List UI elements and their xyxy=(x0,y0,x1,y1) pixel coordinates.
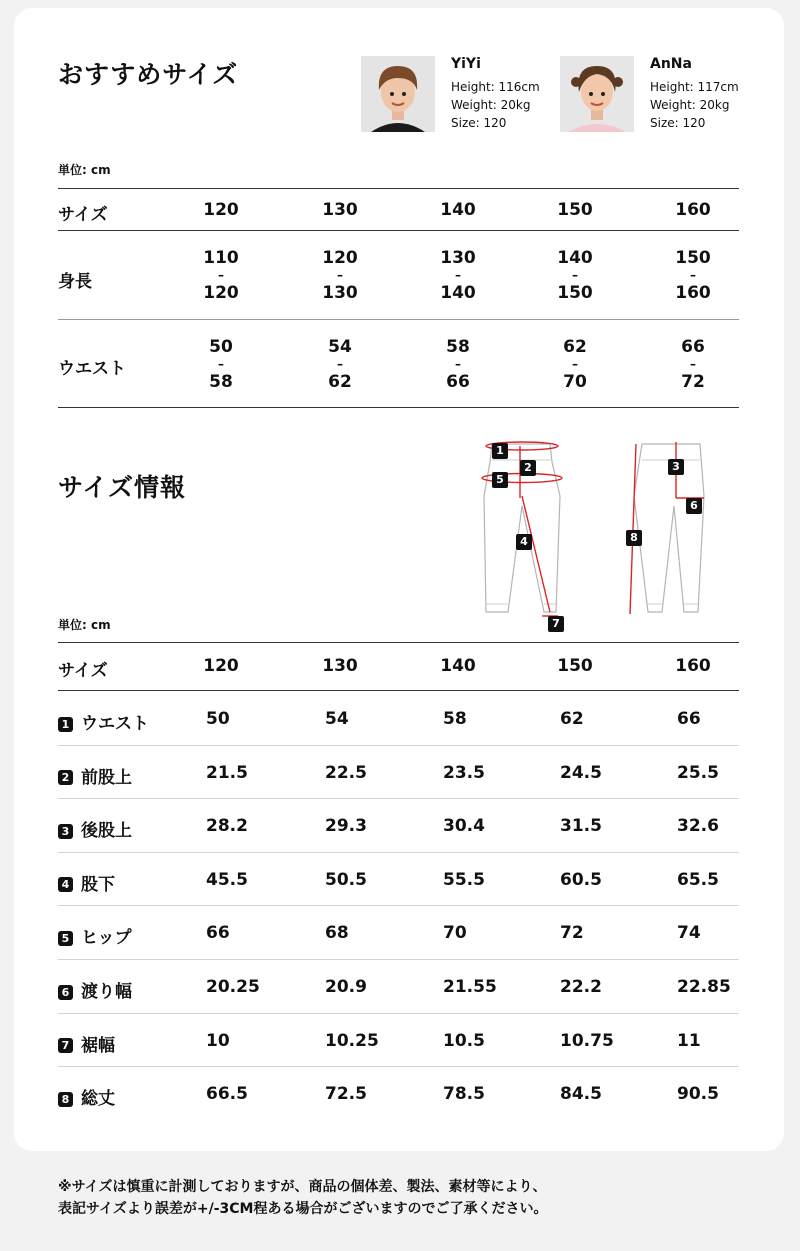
table-cell: 70 xyxy=(443,923,467,944)
model-height: Height: 116cm xyxy=(451,80,540,94)
row-label-text: ヒップ xyxy=(81,928,132,949)
model-name: YiYi xyxy=(451,56,481,72)
table-cell: 23.5 xyxy=(443,762,485,783)
row-label xyxy=(58,923,132,948)
row-label-text: ウエスト xyxy=(81,714,149,734)
table-cell: 10 xyxy=(206,1030,230,1051)
table-cell: 22.2 xyxy=(560,977,602,997)
table-cell: 28.2 xyxy=(206,816,248,837)
size-header: 120 xyxy=(203,656,239,676)
size-header: 150 xyxy=(557,200,593,220)
table-rule xyxy=(58,642,739,643)
table-cell: 60.5 xyxy=(560,869,602,890)
waist-range: 50 – 58 xyxy=(209,337,233,392)
unit-label: 単位: cm xyxy=(58,163,111,177)
model-photo-yiyi xyxy=(361,56,435,132)
size-header: 160 xyxy=(675,200,711,220)
size-header: 140 xyxy=(440,656,476,676)
row-label xyxy=(58,1031,115,1056)
row-divider xyxy=(58,1066,739,1067)
diagram-badge: 5 xyxy=(492,472,508,488)
recommend-header-label: サイズ xyxy=(58,205,108,225)
table-rule xyxy=(58,230,739,231)
row-number-badge: 5 xyxy=(58,931,73,946)
table-cell: 74 xyxy=(677,923,701,944)
model-size: Size: 120 xyxy=(451,116,507,130)
height-range: 110 – 120 xyxy=(203,248,239,303)
row-divider xyxy=(58,798,739,799)
row-divider xyxy=(58,745,739,746)
table-cell: 72 xyxy=(560,923,584,944)
diagram-badge: 7 xyxy=(548,616,564,632)
table-cell: 30.4 xyxy=(443,816,485,837)
table-rule xyxy=(58,690,739,691)
size-header: 140 xyxy=(440,200,476,220)
table-cell: 24.5 xyxy=(560,762,602,783)
row-divider xyxy=(58,959,739,960)
info-header-label: サイズ xyxy=(58,661,108,681)
table-cell: 10.75 xyxy=(560,1030,614,1051)
row-label xyxy=(58,816,132,841)
height-range: 120 – 130 xyxy=(322,248,358,303)
table-cell: 25.5 xyxy=(677,762,719,783)
table-cell: 22.85 xyxy=(677,977,731,997)
note-line: 表記サイズより誤差が+/-3CM程ある場合がございますのでご了承ください。 xyxy=(58,1201,548,1217)
model-name: AnNa xyxy=(650,56,692,72)
pants-back-diagram xyxy=(622,436,722,634)
row-label-text: 裾幅 xyxy=(81,1035,115,1056)
waist-range: 62 – 70 xyxy=(563,337,587,392)
table-cell: 31.5 xyxy=(560,816,602,837)
diagram-badge: 3 xyxy=(668,459,684,475)
table-cell: 21.55 xyxy=(443,977,497,997)
table-cell: 66.5 xyxy=(206,1084,248,1105)
table-cell: 54 xyxy=(325,709,349,729)
size-header: 130 xyxy=(322,200,358,220)
diagram-badge: 8 xyxy=(626,530,642,546)
row-number-badge: 8 xyxy=(58,1092,73,1107)
table-cell: 84.5 xyxy=(560,1084,602,1105)
table-cell: 66 xyxy=(206,923,230,944)
height-label: 身長 xyxy=(58,272,92,292)
table-cell: 55.5 xyxy=(443,869,485,890)
row-label xyxy=(58,977,132,1002)
size-header: 150 xyxy=(557,656,593,676)
recommend-title: おすすめサイズ xyxy=(58,60,239,89)
table-cell: 62 xyxy=(560,709,584,729)
table-cell: 20.25 xyxy=(206,977,260,997)
table-cell: 50 xyxy=(206,709,230,729)
table-cell: 45.5 xyxy=(206,869,248,890)
unit-label: 単位: cm xyxy=(58,618,111,632)
disclaimer-note xyxy=(58,1176,547,1220)
size-header: 130 xyxy=(322,656,358,676)
note-line: ※サイズは慎重に計測しておりますが、商品の個体差、製法、素材等により、 xyxy=(58,1179,547,1195)
table-cell: 29.3 xyxy=(325,816,367,837)
height-range: 150 – 160 xyxy=(675,248,711,303)
row-number-badge: 7 xyxy=(58,1038,73,1053)
row-divider xyxy=(58,905,739,906)
diagram-badge: 2 xyxy=(520,460,536,476)
row-divider xyxy=(58,852,739,853)
row-label-text: 前股上 xyxy=(81,767,132,788)
table-cell: 65.5 xyxy=(677,869,719,890)
height-range: 140 – 150 xyxy=(557,248,593,303)
model-height: Height: 117cm xyxy=(650,80,739,94)
row-label-text: 渡り幅 xyxy=(81,982,132,1002)
table-cell: 10.25 xyxy=(325,1030,379,1051)
row-label-text: 股下 xyxy=(81,874,115,895)
waist-range: 58 – 66 xyxy=(446,337,470,392)
row-label xyxy=(58,763,132,788)
row-label xyxy=(58,709,149,734)
diagram-badge: 1 xyxy=(492,443,508,459)
size-header: 160 xyxy=(675,656,711,676)
table-rule xyxy=(58,407,739,408)
diagram-badge: 6 xyxy=(686,498,702,514)
row-label-text: 総丈 xyxy=(81,1089,115,1110)
waist-range: 66 – 72 xyxy=(681,337,705,392)
row-number-badge: 1 xyxy=(58,717,73,732)
table-cell: 68 xyxy=(325,923,349,944)
table-cell: 20.9 xyxy=(325,977,367,997)
table-cell: 58 xyxy=(443,709,467,729)
waist-range: 54 – 62 xyxy=(328,337,352,392)
table-cell: 32.6 xyxy=(677,816,719,837)
pants-front-diagram xyxy=(478,436,578,634)
row-divider xyxy=(58,1013,739,1014)
table-rule xyxy=(58,319,739,320)
row-label-text: 後股上 xyxy=(81,821,132,842)
row-label xyxy=(58,1084,115,1109)
table-cell: 10.5 xyxy=(443,1030,485,1051)
table-cell: 22.5 xyxy=(325,762,367,783)
table-cell: 50.5 xyxy=(325,869,367,890)
size-header: 120 xyxy=(203,200,239,220)
model-photo-anna xyxy=(560,56,634,132)
size-info-title: サイズ情報 xyxy=(58,473,187,502)
table-cell: 11 xyxy=(677,1030,701,1051)
table-cell: 72.5 xyxy=(325,1084,367,1105)
table-rule xyxy=(58,188,739,189)
row-label xyxy=(58,870,115,895)
table-cell: 78.5 xyxy=(443,1084,485,1105)
row-number-badge: 2 xyxy=(58,770,73,785)
table-cell: 21.5 xyxy=(206,762,248,783)
row-number-badge: 3 xyxy=(58,824,73,839)
table-cell: 90.5 xyxy=(677,1084,719,1105)
waist-label: ウエスト xyxy=(58,359,126,379)
model-weight: Weight: 20kg xyxy=(451,98,531,112)
model-size: Size: 120 xyxy=(650,116,706,130)
table-cell: 66 xyxy=(677,709,701,729)
model-weight: Weight: 20kg xyxy=(650,98,730,112)
height-range: 130 – 140 xyxy=(440,248,476,303)
diagram-badge: 4 xyxy=(516,534,532,550)
row-number-badge: 4 xyxy=(58,877,73,892)
row-number-badge: 6 xyxy=(58,985,73,1000)
